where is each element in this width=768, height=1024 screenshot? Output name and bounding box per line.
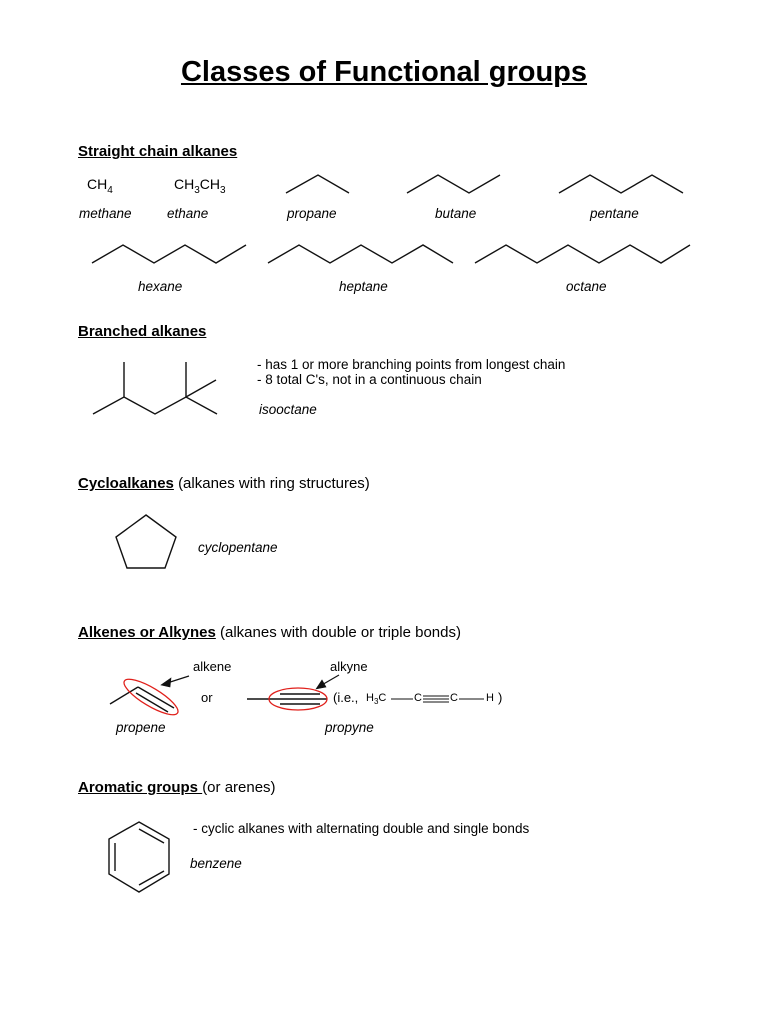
heading-alkenes-subtitle: (alkanes with double or triple bonds) [220, 624, 461, 641]
methane-label: methane [79, 206, 132, 221]
branched-note-2: - 8 total C's, not in a continuous chain [257, 372, 482, 387]
isooctane-label: isooctane [259, 402, 317, 417]
propyne-h-label: H [486, 692, 494, 704]
propyne-condensed-structure [391, 696, 484, 702]
pentane-structure [559, 175, 683, 193]
propene-structure [110, 673, 189, 720]
ethane-formula-b: CH [199, 176, 221, 192]
cyclopentane-structure [116, 515, 176, 568]
page-title: Classes of Functional groups [180, 56, 588, 88]
propyne-c1-label: C [414, 692, 422, 704]
propene-label: propene [116, 720, 166, 735]
heading-cycloalkanes-subtitle: (alkanes with ring structures) [178, 475, 370, 492]
propane-label: propane [287, 206, 337, 221]
ethane-label: ethane [167, 206, 209, 221]
h3c-c: C [378, 692, 387, 704]
butane-label: butane [435, 206, 477, 221]
propyne-structure [247, 675, 339, 710]
heptane-label: heptane [339, 279, 388, 294]
ethane-formula-sub2: 3 [220, 184, 226, 196]
ethane-formula-a: CH [174, 176, 195, 192]
heading-alkenes-text: Alkenes or Alkynes [78, 624, 216, 641]
octane-label: octane [566, 279, 607, 294]
butane-structure [407, 175, 500, 193]
h3c-h: H [366, 692, 374, 704]
ie-close-text: ) [498, 690, 503, 705]
isooctane-structure [93, 362, 217, 414]
heading-straight-chain-text: Straight chain alkanes [78, 143, 238, 160]
h3c-sub: 3 [373, 697, 379, 707]
branched-note-1: - has 1 or more branching points from longest chain [257, 357, 566, 372]
alkyne-callout-label: alkyne [330, 659, 368, 674]
methane-formula-base: CH [87, 176, 108, 192]
propane-structure [286, 175, 349, 193]
heading-aromatic-text: Aromatic groups [78, 779, 203, 796]
ethane-formula-sub1: 3 [194, 184, 200, 196]
cyclopentane-label: cyclopentane [198, 540, 278, 555]
benzene-label: benzene [190, 856, 242, 871]
pentane-label: pentane [590, 206, 639, 221]
octane-structure [475, 245, 690, 263]
benzene-structure [109, 822, 169, 892]
propyne-c2-label: C [450, 692, 458, 704]
hexane-structure [92, 245, 246, 263]
heading-aromatic-subtitle: (or arenes) [202, 779, 276, 796]
heptane-structure [268, 245, 453, 263]
aromatic-note: - cyclic alkanes with alternating double and single bonds [193, 821, 530, 836]
ie-open-text: (i.e., [333, 690, 359, 705]
methane-formula-sub: 4 [107, 184, 113, 196]
heading-cycloalkanes-text: Cycloalkanes [78, 475, 174, 492]
hexane-label: hexane [138, 279, 183, 294]
or-text: or [201, 690, 213, 705]
alkene-callout-label: alkene [193, 659, 232, 674]
heading-branched-text: Branched alkanes [78, 323, 207, 340]
propyne-label: propyne [325, 720, 374, 735]
